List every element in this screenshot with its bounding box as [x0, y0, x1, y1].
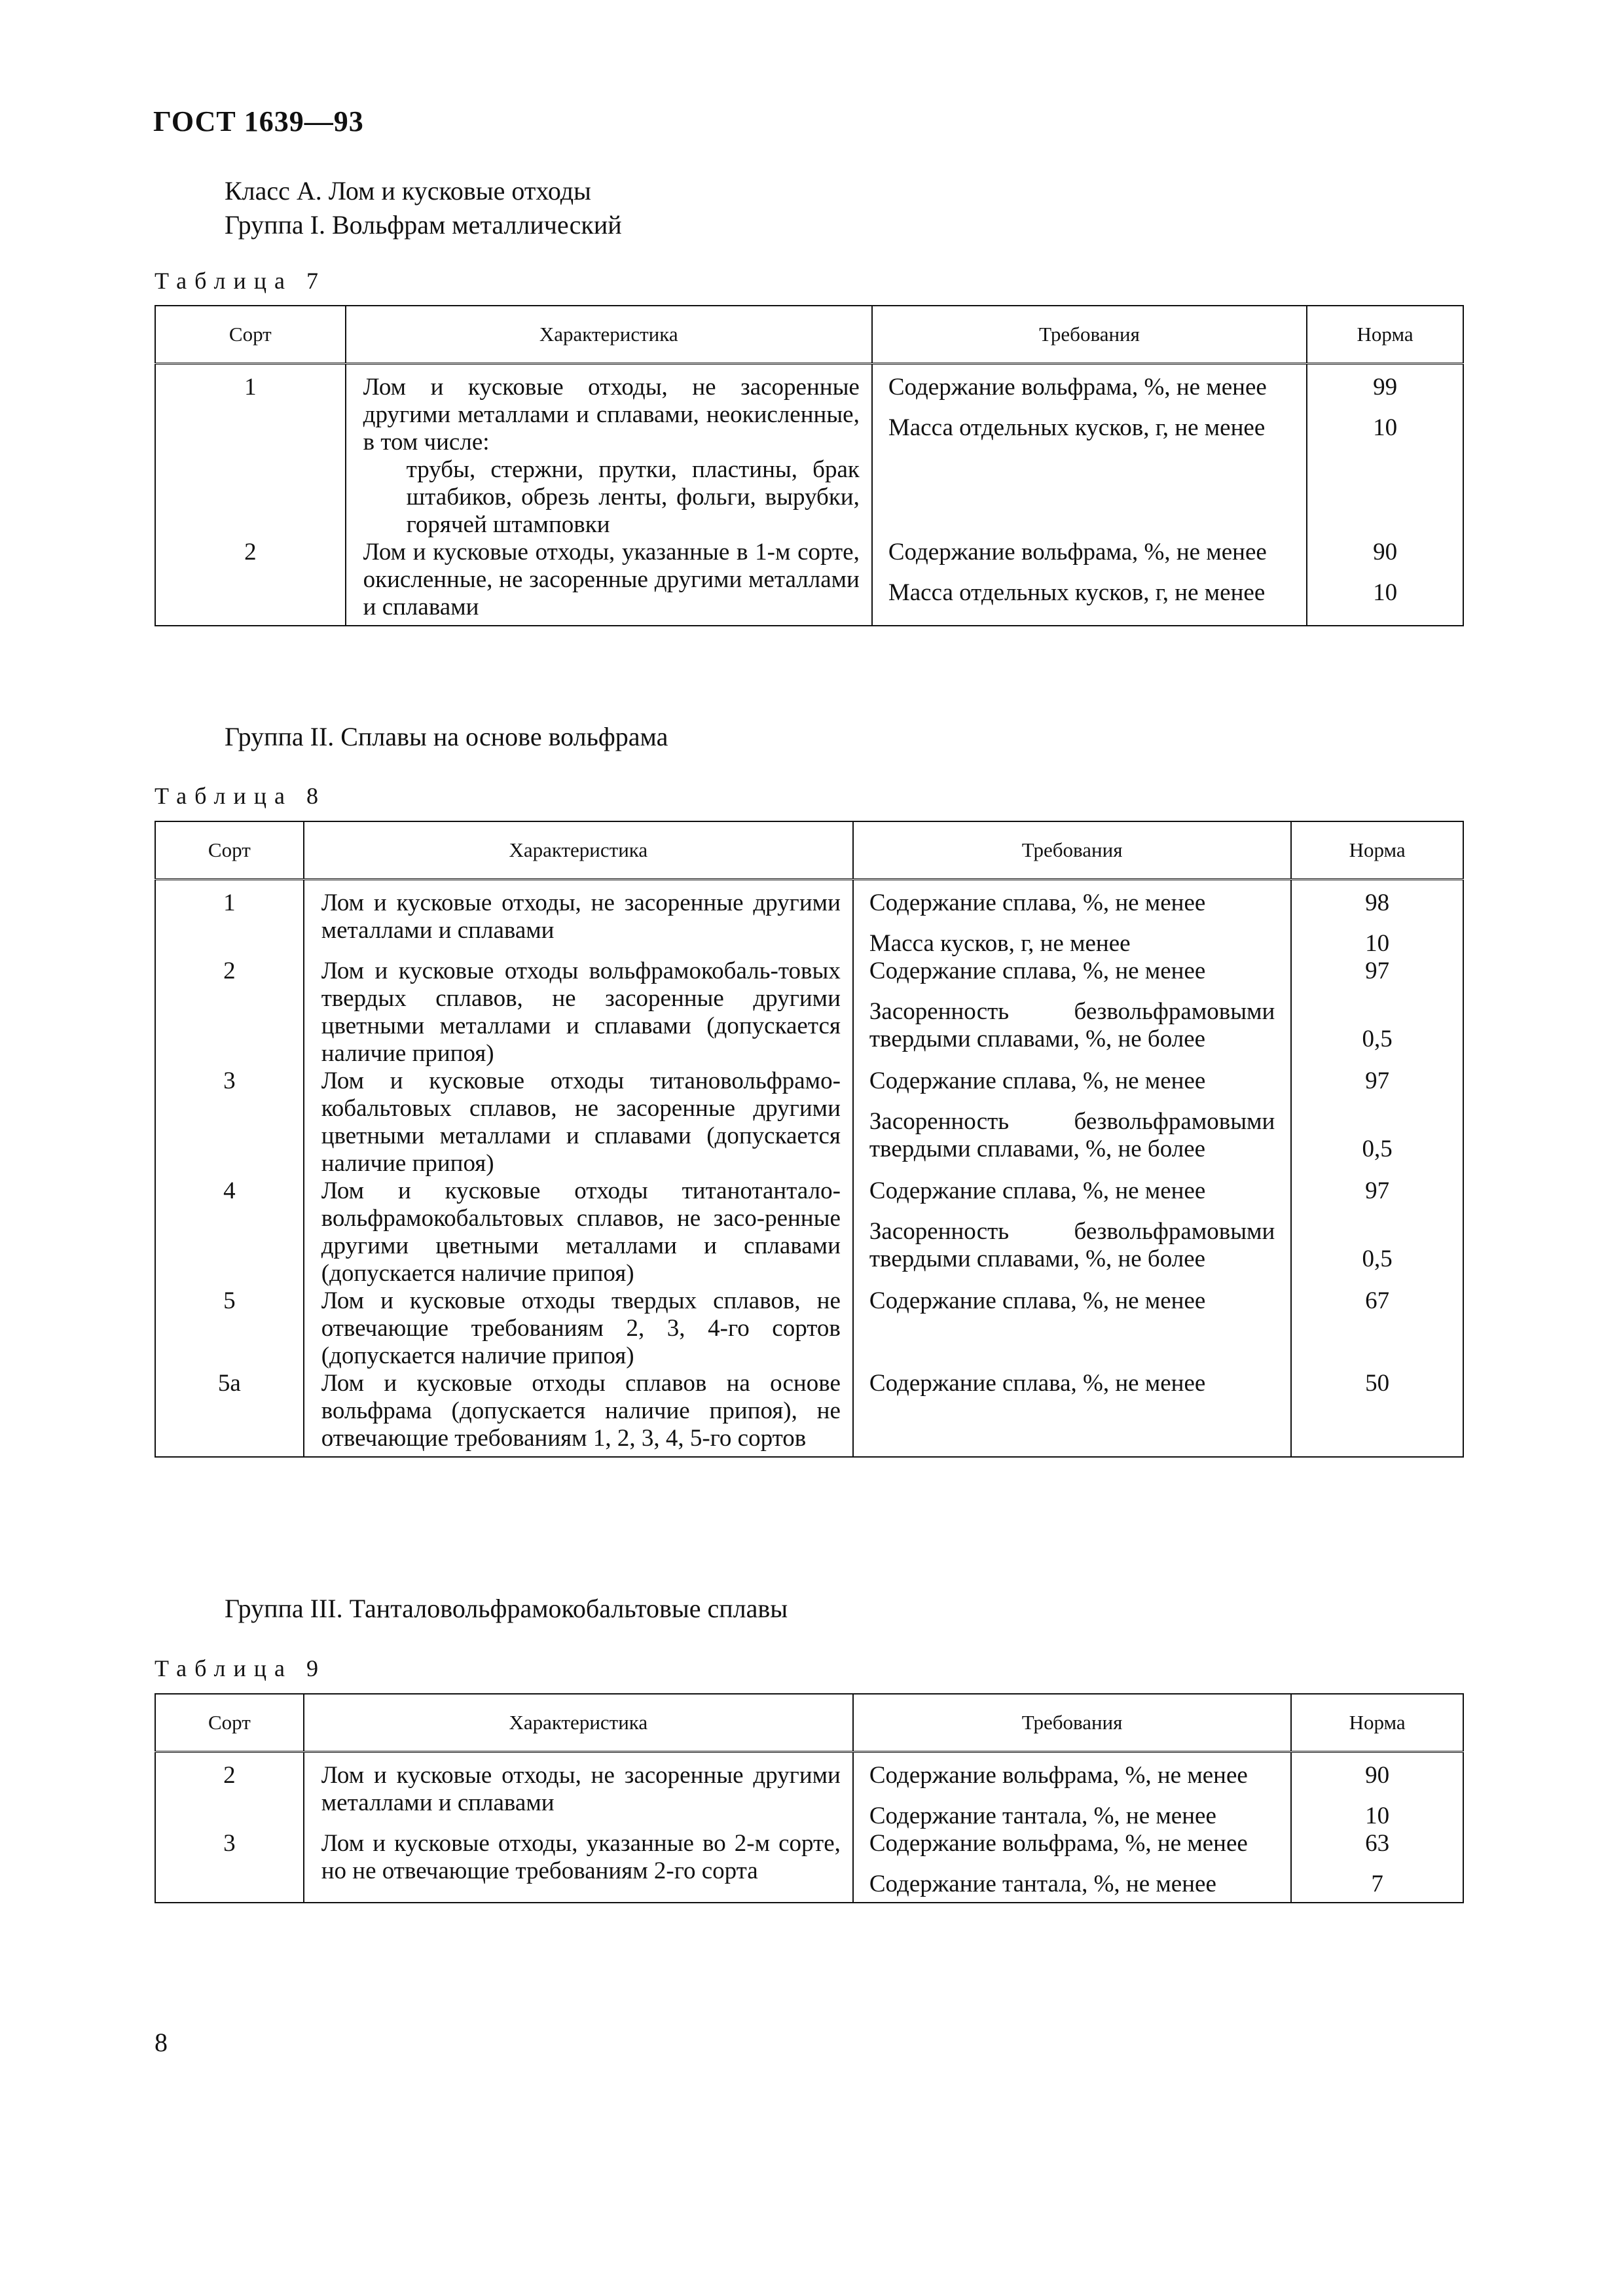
group-heading: Группа III. Танталовольфрамокобальтовые сплавы: [225, 1594, 788, 1623]
column-header: Характеристика: [304, 1694, 853, 1752]
characteristic-cell: [304, 1752, 853, 1831]
norm-cell: [1291, 1067, 1463, 1177]
characteristic-text: Лом и кусковые отходы, не засоренные другими металлами и сплавами, неокисленные, в том числе:: [363, 374, 860, 456]
column-header: Норма: [1291, 1694, 1463, 1752]
table-label: Таблица 9: [155, 1655, 326, 1681]
document-code: ГОСТ 1639—93: [153, 105, 364, 137]
sort-cell: 2: [155, 539, 346, 626]
table-7: [155, 305, 1464, 626]
requirement-text: Содержание сплава, %, не менее: [869, 1287, 1206, 1314]
characteristic-cell: [304, 1370, 853, 1457]
norm-value: 0,5: [1362, 1246, 1393, 1272]
characteristic-cell: [304, 880, 853, 958]
characteristic-cell: [304, 1177, 853, 1287]
requirement-text: Содержание сплава, %, не менее: [869, 958, 1206, 984]
characteristic-cell: [346, 364, 872, 539]
characteristic-text: Лом и кусковые отходы титановольфрамо-кобальтовых сплавов, не засоренные другими цветными металлами и сплавами (допускается наличие припоя): [321, 1067, 841, 1177]
sort-cell: 1: [155, 880, 304, 958]
sort-cell: 2: [155, 958, 304, 1067]
requirement-text: Масса отдельных кусков, г, не менее: [888, 579, 1266, 606]
requirements-cell: [853, 958, 1291, 1067]
sort-cell: 1: [155, 364, 346, 539]
characteristic-text: Лом и кусковые отходы сплавов на основе вольфрама (допускается наличие припоя), не отвечающие требованиям 1, 2, 3, 4, 5-го сортов: [321, 1370, 841, 1452]
requirement-text: Содержание сплава, %, не менее: [869, 1177, 1206, 1204]
requirement-text: Содержание вольфрама, %, не менее: [888, 374, 1267, 401]
column-header: Характеристика: [304, 821, 853, 880]
requirements-cell: [853, 1287, 1291, 1370]
requirement-text: Содержание тантала, %, не менее: [869, 1803, 1216, 1829]
norm-value: 67: [1365, 1287, 1390, 1314]
norm-value: 0,5: [1362, 1026, 1393, 1052]
norm-value: 97: [1365, 958, 1390, 984]
requirements-cell: [853, 1830, 1291, 1903]
norm-cell: [1307, 364, 1463, 539]
norm-value: 90: [1365, 1762, 1390, 1789]
norm-value: 99: [1373, 374, 1398, 401]
column-header: Сорт: [155, 1694, 304, 1752]
column-header: Сорт: [155, 821, 304, 880]
characteristic-text: Лом и кусковые отходы, не засоренные другими металлами и сплавами: [321, 1762, 841, 1816]
requirement-text: Содержание вольфрама, %, не менее: [869, 1830, 1248, 1857]
column-header: Требования: [853, 821, 1291, 880]
requirement-text: Содержание тантала, %, не менее: [869, 1871, 1216, 1897]
table-row: [155, 1370, 1463, 1457]
characteristic-subtext: трубы, стержни, прутки, пластины, брак штабиков, обрезь ленты, фольги, вырубки, горячей штамповки: [406, 456, 860, 538]
table-row: [155, 1830, 1463, 1903]
norm-value: 10: [1373, 579, 1398, 606]
page-number: 8: [155, 2028, 168, 2057]
table-8: [155, 821, 1464, 1458]
characteristic-cell: [304, 1830, 853, 1903]
requirement-text: Засоренность безвольфрамовыми твердыми сплавами, %, не более: [869, 998, 1275, 1052]
table-9: [155, 1693, 1464, 1903]
norm-value: 63: [1365, 1830, 1390, 1857]
characteristic-text: Лом и кусковые отходы, указанные во 2-м сорте, но не отвечающие требованиям 2-го сорта: [321, 1830, 841, 1884]
sort-cell: 2: [155, 1752, 304, 1831]
class-heading: Класс А. Лом и кусковые отходы: [225, 176, 591, 206]
norm-cell: [1291, 958, 1463, 1067]
characteristic-text: Лом и кусковые отходы, указанные в 1-м сорте, окисленные, не засоренные другими металлами и сплавами: [363, 539, 860, 620]
sort-cell: 5: [155, 1287, 304, 1370]
requirements-cell: [853, 1370, 1291, 1457]
characteristic-text: Лом и кусковые отходы твердых сплавов, не отвечающие требованиям 2, 3, 4-го сортов (допускается наличие припоя): [321, 1287, 841, 1369]
table-label: Таблица 7: [155, 268, 326, 294]
table-row: [155, 364, 1463, 539]
norm-value: 0,5: [1362, 1136, 1393, 1162]
characteristic-cell: [346, 539, 872, 626]
norm-value: 10: [1365, 930, 1390, 957]
requirement-text: Содержание сплава, %, не менее: [869, 1370, 1206, 1397]
table-row: [155, 1287, 1463, 1370]
requirements-cell: [872, 364, 1307, 539]
norm-value: 10: [1365, 1803, 1390, 1829]
sort-cell: 3: [155, 1067, 304, 1177]
characteristic-text: Лом и кусковые отходы, не засоренные другими металлами и сплавами: [321, 889, 841, 944]
norm-cell: [1307, 539, 1463, 626]
table-row: [155, 539, 1463, 626]
column-header: Норма: [1307, 306, 1463, 364]
requirement-text: Содержание вольфрама, %, не менее: [888, 539, 1267, 565]
table-row: [155, 1752, 1463, 1831]
norm-cell: [1291, 880, 1463, 958]
characteristic-cell: [304, 958, 853, 1067]
norm-value: 7: [1371, 1871, 1383, 1897]
group-heading: Группа II. Сплавы на основе вольфрама: [225, 722, 668, 751]
norm-value: 97: [1365, 1177, 1390, 1204]
column-header: Норма: [1291, 821, 1463, 880]
norm-value: 90: [1373, 539, 1398, 565]
requirements-cell: [853, 1067, 1291, 1177]
requirements-cell: [853, 880, 1291, 958]
norm-value: 97: [1365, 1067, 1390, 1094]
column-header: Требования: [853, 1694, 1291, 1752]
table-row: [155, 958, 1463, 1067]
table-row: [155, 1177, 1463, 1287]
table-label: Таблица 8: [155, 783, 326, 809]
sort-cell: 4: [155, 1177, 304, 1287]
characteristic-text: Лом и кусковые отходы титанотантало-вольфрамокобальтовых сплавов, не засо-ренные другими цветными металлами и сплавами (допускается наличие припоя): [321, 1177, 841, 1287]
sort-cell: 3: [155, 1830, 304, 1903]
characteristic-cell: [304, 1067, 853, 1177]
norm-cell: [1291, 1287, 1463, 1370]
characteristic-text: Лом и кусковые отходы вольфрамокобаль-товых твердых сплавов, не засоренные другими цветными металлами и сплавами (допускается наличие припоя): [321, 958, 841, 1067]
sort-cell: 5а: [155, 1370, 304, 1457]
norm-value: 10: [1373, 414, 1398, 441]
norm-value: 98: [1365, 889, 1390, 916]
requirement-text: Содержание сплава, %, не менее: [869, 1067, 1206, 1094]
norm-cell: [1291, 1177, 1463, 1287]
norm-value: 50: [1365, 1370, 1390, 1397]
requirements-cell: [853, 1752, 1291, 1831]
norm-cell: [1291, 1830, 1463, 1903]
table-row: [155, 880, 1463, 958]
characteristic-cell: [304, 1287, 853, 1370]
norm-cell: [1291, 1370, 1463, 1457]
requirement-text: Засоренность безвольфрамовыми твердыми сплавами, %, не более: [869, 1108, 1275, 1162]
column-header: Требования: [872, 306, 1307, 364]
requirement-text: Масса отдельных кусков, г, не менее: [888, 414, 1266, 441]
norm-cell: [1291, 1752, 1463, 1831]
group-heading: Группа I. Вольфрам металлический: [225, 210, 622, 240]
table-row: [155, 1067, 1463, 1177]
requirement-text: Содержание вольфрама, %, не менее: [869, 1762, 1248, 1789]
requirements-cell: [872, 539, 1307, 626]
requirements-cell: [853, 1177, 1291, 1287]
requirement-text: Содержание сплава, %, не менее: [869, 889, 1206, 916]
requirement-text: Масса кусков, г, не менее: [869, 930, 1131, 957]
requirement-text: Засоренность безвольфрамовыми твердыми сплавами, %, не более: [869, 1218, 1275, 1272]
column-header: Характеристика: [346, 306, 872, 364]
column-header: Сорт: [155, 306, 346, 364]
